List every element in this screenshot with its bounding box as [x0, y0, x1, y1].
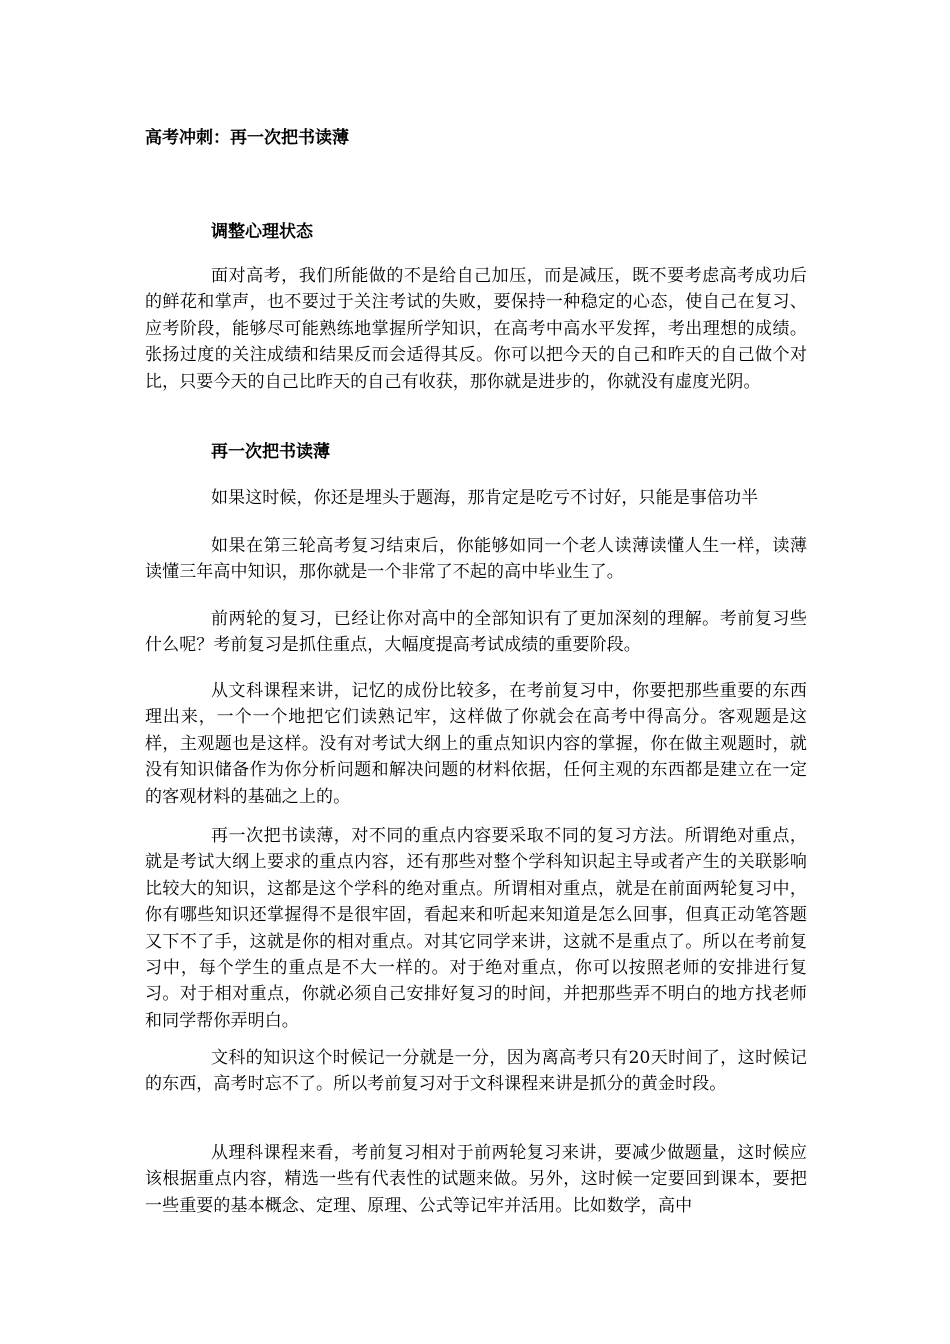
- paragraph-science: 从理科课程来看，考前复习相对于前两轮复习来讲，要减少做题量，这时候应该根据重点内容，精选一些有代表性的试题来做。另外，这时候一定要回到课本，要把一些重要的基本概念、定理、原理、公式等记牢并活用。比如数学，高中: [145, 1143, 807, 1216]
- section-heading-adjust-mindset: 调整心理状态: [211, 222, 313, 242]
- paragraph-liberal-arts: 从文科课程来讲，记忆的成份比较多，在考前复习中，你要把那些重要的东西理出来，一个一个地把它们读熟记牢，这样做了你就会在高考中得高分。客观题是这样，主观题也是这样。没有对考试大纲上的重点知识内容的掌握，你在做主观题时，就没有知识储备作为你分析问题和解决问题的材料依据，任何主观的东西都是建立在一定的客观材料的基础之上的。: [145, 681, 807, 807]
- paragraph-key-points: 再一次把书读薄，对不同的重点内容要采取不同的复习方法。所谓绝对重点，就是考试大纲上要求的重点内容，还有那些对整个学科知识起主导或者产生的关联影响比较大的知识，这都是这个学科的绝对重点。所谓相对重点，就是在前面两轮复习中，你有哪些知识还掌握得不是很牢固，看起来和听起来知道是怎么回事，但真正动笔答题又下不了手，这就是你的相对重点。对其它同学来讲，这就不是重点了。所以在考前复习中，每个学生的重点是不大一样的。对于绝对重点，你可以按照老师的安排进行复习。对于相对重点，你就必须自己安排好复习的时间，并把那些弄不明白的地方找老师和同学帮你弄明白。: [145, 826, 807, 1031]
- paragraph-sea-of-questions: 如果这时候，你还是埋头于题海，那肯定是吃亏不讨好，只能是事倍功半: [211, 488, 759, 508]
- section-heading-read-thin: 再一次把书读薄: [211, 442, 330, 462]
- paragraph-mindset: 面对高考，我们所能做的不是给自己加压，而是减压，既不要考虑高考成功后的鲜花和掌声，也不要过于关注考试的失败，要保持一种稳定的心态，使自己在复习、应考阶段，能够尽可能熟练地掌握所学知识，在高考中高水平发挥，考出理想的成绩。张扬过度的关注成绩和结果反而会适得其反。你可以把今天的自己和昨天的自己做个对比，只要今天的自己比昨天的自己有收获，那你就是进步的，你就没有虚度光阴。: [145, 266, 807, 392]
- document-title: 高考冲刺：再一次把书读薄: [145, 128, 349, 148]
- paragraph-memorize: 文科的知识这个时候记一分就是一分，因为离高考只有20天时间了，这时候记的东西，高考时忘不了。所以考前复习对于文科课程来讲是抓分的黄金时段。: [145, 1048, 807, 1095]
- paragraph-first-two-rounds: 前两轮的复习，已经让你对高中的全部知识有了更加深刻的理解。考前复习些什么呢？考前复习是抓住重点，大幅度提高考试成绩的重要阶段。: [145, 609, 807, 656]
- paragraph-third-round: 如果在第三轮高考复习结束后，你能够如同一个老人读薄读懂人生一样，读薄读懂三年高中知识，那你就是一个非常了不起的高中毕业生了。: [145, 536, 807, 583]
